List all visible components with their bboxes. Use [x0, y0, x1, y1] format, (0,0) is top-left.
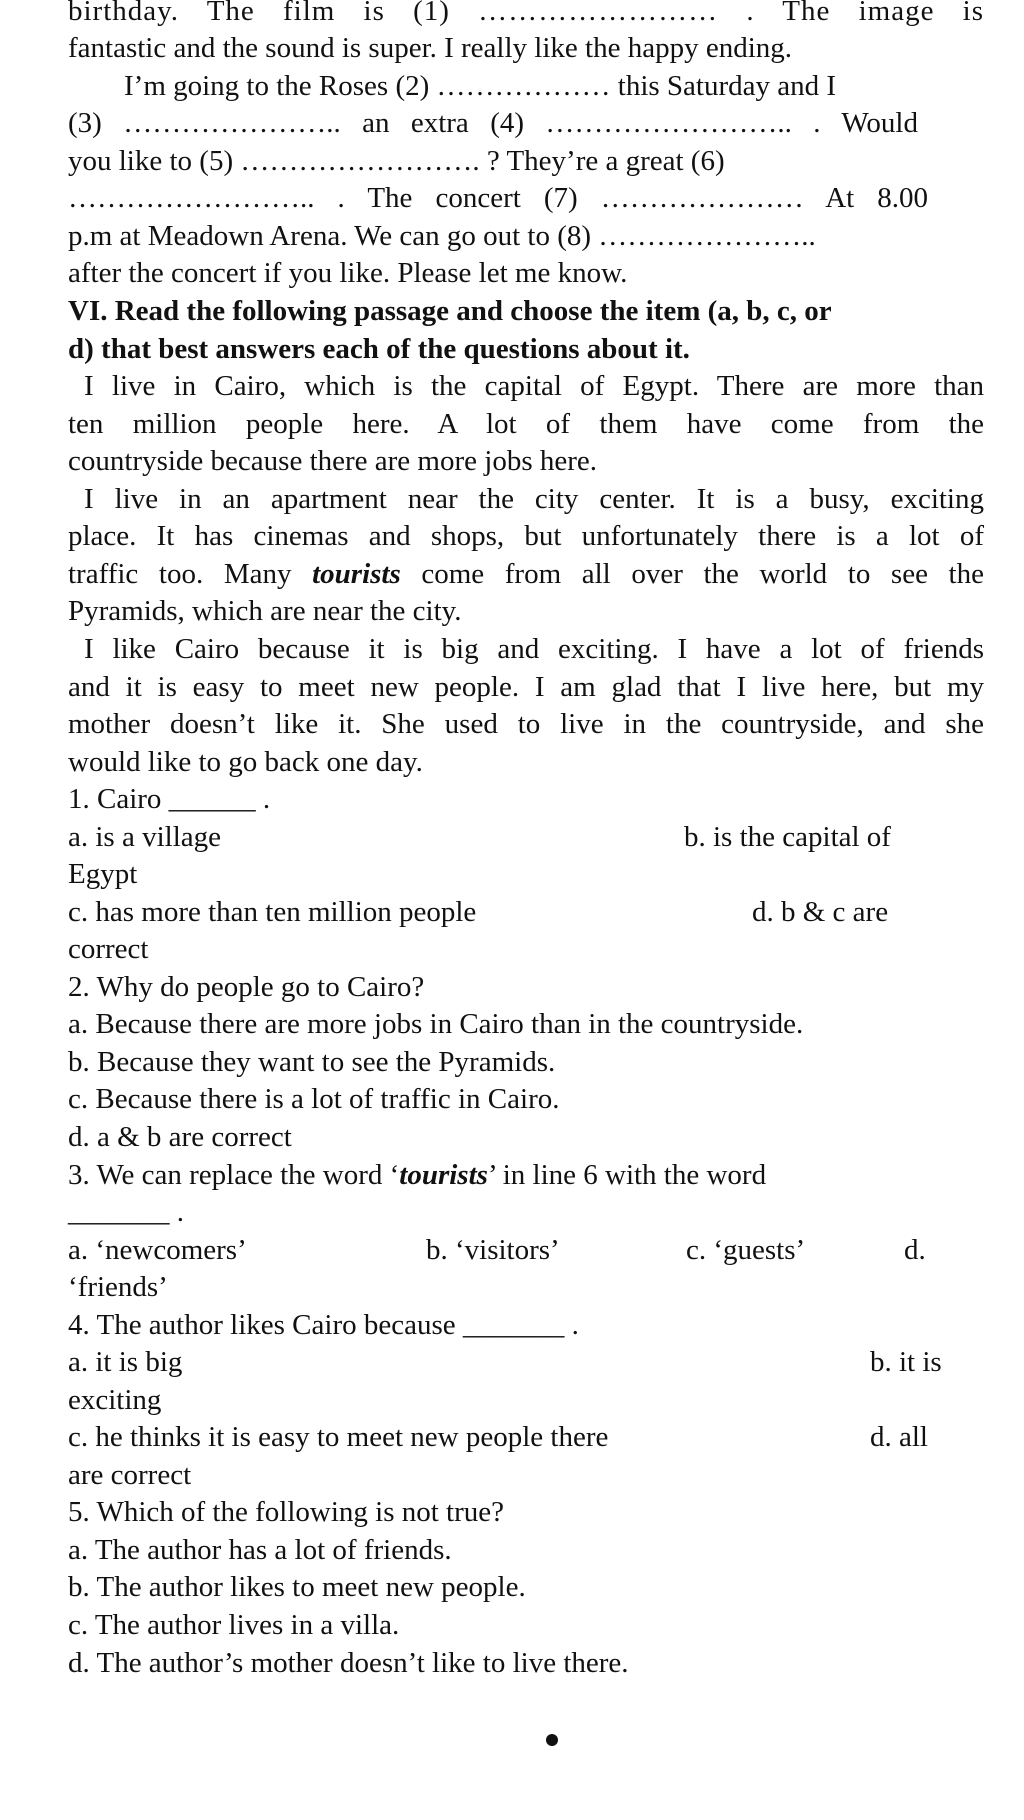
question-4-option-c: c. he thinks it is easy to meet new people there — [68, 1421, 609, 1453]
question-2-option-c: c. Because there is a lot of traffic in Cairo. — [68, 1083, 560, 1115]
question-1-stem: 1. Cairo ______ . — [68, 783, 271, 815]
letter-line-7: p.m at Meadown Arena. We can go out to (8) ………………….. — [68, 220, 816, 252]
letter-line-6: …………………….. . The concert (7) ………………… At 8.00 — [68, 182, 928, 214]
question-3-stem — [68, 1156, 984, 1194]
letter-line-3: I’m going to the Roses (2) ……………… this Saturday and I — [124, 70, 837, 102]
question-4-row-ab — [68, 1343, 984, 1381]
question-5-option-a: a. The author has a lot of friends. — [68, 1534, 452, 1566]
question-5-option-b: b. The author likes to meet new people. — [68, 1571, 526, 1603]
passage-p3-line-4: would like to go back one day. — [68, 746, 423, 778]
passage-p3-line-3: mother doesn’t like it. She used to live in the countryside, and she — [68, 708, 984, 740]
question-3-option-c: c. ‘guests’ — [686, 1234, 806, 1266]
question-2-option-d: d. a & b are correct — [68, 1121, 292, 1153]
question-3-stem-wrap: _______ . — [68, 1196, 184, 1228]
question-3-option-d-wrap: ‘friends’ — [68, 1271, 168, 1303]
letter-line-8: after the concert if you like. Please let me know. — [68, 257, 628, 289]
section-heading-line-1: VI. Read the following passage and choose the item (a, b, c, or — [68, 295, 832, 327]
question-4-option-d: d. all — [870, 1421, 928, 1453]
question-3-option-d: d. — [904, 1234, 926, 1266]
passage-p1-line-3: countryside because there are more jobs here. — [68, 445, 598, 477]
question-4-row-cd — [68, 1418, 984, 1456]
question-1-option-d: d. b & c are — [752, 896, 889, 928]
question-3-row-abcd — [68, 1231, 984, 1269]
question-1-option-d-wrap: correct — [68, 933, 149, 965]
question-1-option-b-wrap: Egypt — [68, 858, 138, 890]
letter-line-5: you like to (5) ……………………. ? They’re a great (6) — [68, 145, 725, 177]
question-5-stem: 5. Which of the following is not true? — [68, 1496, 504, 1528]
question-4-stem: 4. The author likes Cairo because _______ . — [68, 1309, 579, 1341]
question-4-option-b-wrap: exciting — [68, 1384, 162, 1416]
question-3-option-b: b. ‘visitors’ — [426, 1234, 560, 1266]
question-1-option-b: b. is the capital of — [684, 821, 891, 853]
passage-p3-line-1: I like Cairo because it is big and exciting. I have a lot of friends — [84, 633, 984, 665]
question-1-option-a: a. is a village — [68, 821, 222, 853]
question-4-option-b: b. it is — [870, 1346, 942, 1378]
passage-text: come from all over the world to see the — [400, 558, 984, 590]
question-2-option-b: b. Because they want to see the Pyramids. — [68, 1046, 556, 1078]
passage-text: traffic too. Many — [68, 558, 313, 590]
passage-p3-line-2: and it is easy to meet new people. I am glad that I live here, but my — [68, 671, 984, 703]
bullet-dot-icon — [546, 1734, 558, 1746]
question-4-option-d-wrap: are correct — [68, 1459, 192, 1491]
question-1-row-ab — [68, 818, 984, 856]
question-5-option-d: d. The author’s mother doesn’t like to live there. — [68, 1647, 629, 1679]
tourists-keyword: tourists — [312, 558, 401, 590]
passage-p2-line-1: I live in an apartment near the city center. It is a busy, exciting — [84, 483, 984, 515]
question-1-row-cd — [68, 893, 984, 931]
passage-p2-line-4: Pyramids, which are near the city. — [68, 595, 462, 627]
question-4-option-a: a. it is big — [68, 1346, 183, 1378]
question-3-stem-text: ’ in line 6 with the word — [487, 1159, 767, 1191]
question-2-stem: 2. Why do people go to Cairo? — [68, 971, 425, 1003]
passage-p1-line-1: I live in Cairo, which is the capital of Egypt. There are more than — [84, 370, 984, 402]
question-5-option-c: c. The author lives in a villa. — [68, 1609, 400, 1641]
letter-line-1: birthday. The film is (1) …………………… . The image is — [68, 0, 984, 27]
passage-p2-line-3 — [68, 555, 984, 593]
passage-p2-line-2: place. It has cinemas and shops, but unfortunately there is a lot of — [68, 520, 984, 552]
letter-line-2: fantastic and the sound is super. I really like the happy ending. — [68, 32, 793, 64]
question-3-option-a: a. ‘newcomers’ — [68, 1234, 247, 1266]
passage-p1-line-2: ten million people here. A lot of them have come from the — [68, 408, 984, 440]
question-2-option-a: a. Because there are more jobs in Cairo than in the countryside. — [68, 1008, 804, 1040]
question-3-stem-text: 3. We can replace the word ‘ — [68, 1159, 400, 1191]
question-1-option-c: c. has more than ten million people — [68, 896, 477, 928]
letter-line-4: (3) ………………….. an extra (4) …………………….. . Would — [68, 107, 918, 139]
tourists-keyword: tourists — [399, 1159, 488, 1191]
section-heading-line-2: d) that best answers each of the questions about it. — [68, 333, 690, 365]
